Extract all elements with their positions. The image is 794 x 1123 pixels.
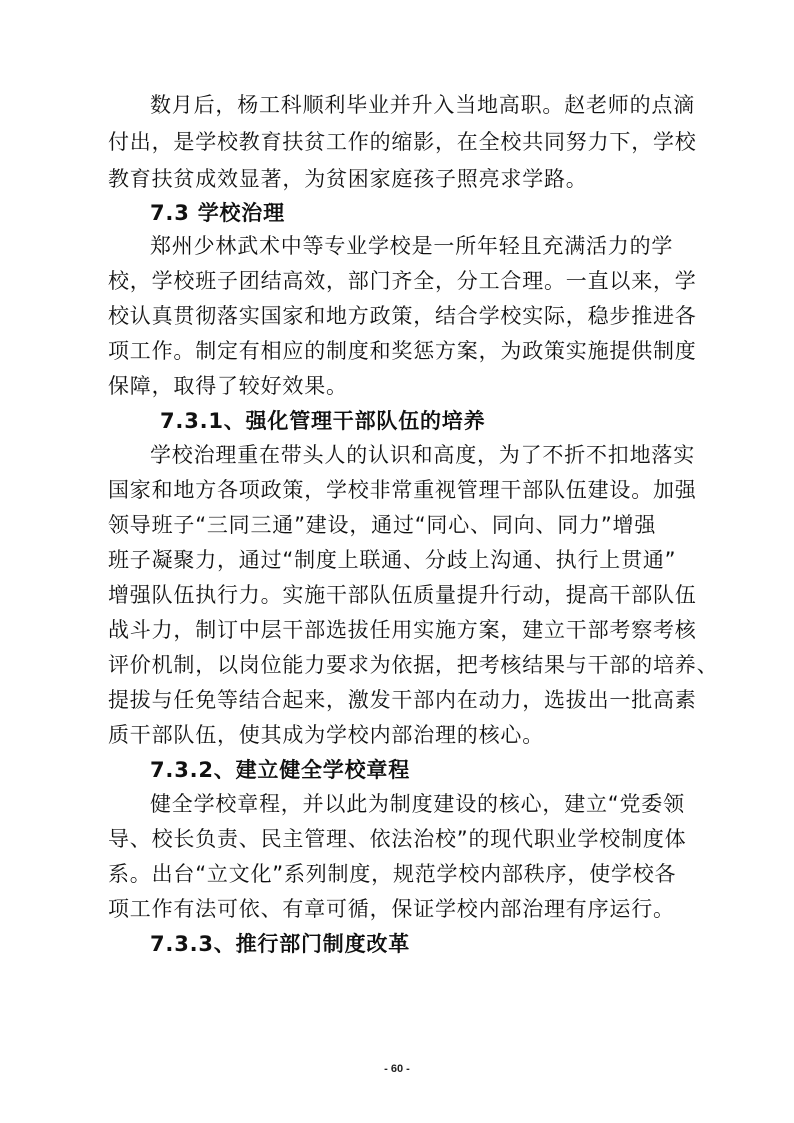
paragraph-line: 质干部队伍，使其成为学校内部治理的核心。 [108, 723, 544, 747]
paragraph-line: 项工作。制定有相应的制度和奖惩方案，为政策实施提供制度 [108, 339, 697, 363]
section-heading: 7.3 学校治理 [150, 201, 285, 225]
subsection-heading: 7.3.3、推行部门制度改革 [150, 932, 410, 956]
paragraph-line: 班子凝聚力，通过“制度上联通、分歧上沟通、执行上贯通” [108, 548, 677, 572]
subsection-heading: 7.3.1、强化管理干部队伍的培养 [160, 409, 486, 433]
paragraph-line: 提拔与任免等结合起来，激发干部内在动力，选拔出一批高素 [108, 688, 697, 712]
paragraph-line: 评价机制，以岗位能力要求为依据，把考核结果与干部的培养、 [108, 653, 719, 677]
page-number: - 60 - [384, 1063, 410, 1075]
paragraph-line: 增强队伍执行力。实施干部队伍质量提升行动，提高干部队伍 [108, 583, 697, 607]
paragraph-line: 学校治理重在带头人的认识和高度，为了不折不扣地落实 [150, 443, 695, 467]
paragraph-line: 校认真贯彻落实国家和地方政策，结合学校实际，稳步推进各 [108, 304, 697, 328]
paragraph-line: 数月后，杨工科顺利毕业并升入当地高职。赵老师的点滴 [150, 93, 695, 117]
paragraph-line: 国家和地方各项政策，学校非常重视管理干部队伍建设。加强 [108, 478, 697, 502]
paragraph-line: 保障，取得了较好效果。 [108, 374, 348, 398]
paragraph-line: 健全学校章程，并以此为制度建设的核心，建立“党委领 [150, 792, 685, 816]
paragraph-line: 系。出台“立文化”系列制度，规范学校内部秩序，使学校各 [108, 862, 677, 886]
paragraph-line: 教育扶贫成效显著，为贫困家庭孩子照亮求学路。 [108, 167, 588, 191]
paragraph-line: 付出，是学校教育扶贫工作的缩影，在全校共同努力下，学校 [108, 130, 697, 154]
paragraph-line: 导、校长负责、民主管理、依法治校”的现代职业学校制度体 [108, 827, 687, 851]
paragraph-line: 战斗力，制订中层干部选拔任用实施方案，建立干部考察考核 [108, 618, 697, 642]
paragraph-line: 校，学校班子团结高效，部门齐全，分工合理。一直以来，学 [108, 269, 697, 293]
subsection-heading: 7.3.2、建立健全学校章程 [150, 758, 410, 782]
paragraph-line: 项工作有法可依、有章可循，保证学校内部治理有序运行。 [108, 897, 675, 921]
paragraph-line: 领导班子“三同三通”建设，通过“同心、同向、同力”增强 [108, 513, 657, 537]
paragraph-line: 郑州少林武术中等专业学校是一所年轻且充满活力的学 [150, 234, 674, 258]
